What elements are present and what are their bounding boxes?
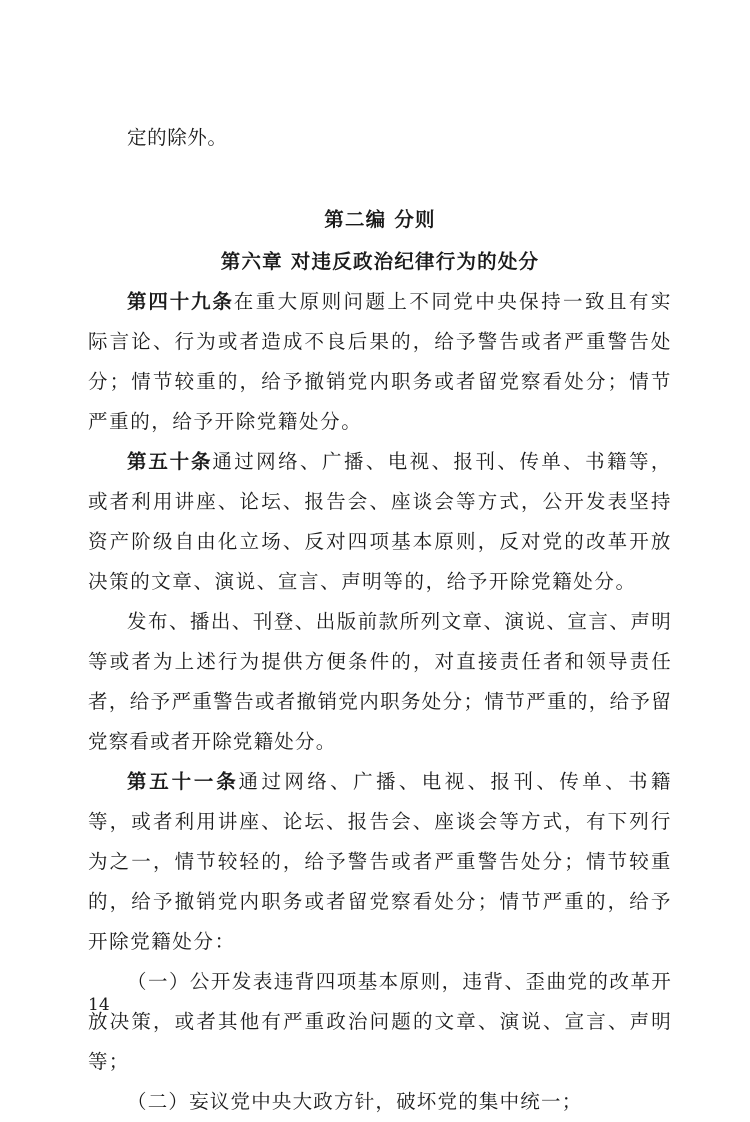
article-text-51: 通过网络、广播、电视、报刊、传单、书籍等，或者利用讲座、论坛、报告会、座谈会等方式，有下列行为之一，情节较轻的，给予警告或者严重警告处分；情节较重的，给予撤销党内职务或者留党察看处分；情节严重的，给予开除党籍处分： bbox=[88, 770, 672, 953]
paragraph-item-1: （一）公开发表违背四项基本原则，违背、歪曲党的改革开放决策，或者其他有严重政治问题的文章、演说、宣言、声明等； bbox=[88, 970, 672, 1073]
article-label-49: 第四十九条 bbox=[127, 290, 234, 313]
document-body bbox=[88, 118, 672, 1122]
paragraph-article-50-continued: 发布、播出、刊登、出版前款所列文章、演说、宣言、声明等或者为上述行为提供方便条件的，对直接责任者和领导责任者，给予严重警告或者撤销党内职务处分；情节严重的，给予留党察看或者开除党籍处分。 bbox=[88, 610, 672, 753]
article-label-50: 第五十条 bbox=[127, 450, 213, 473]
article-text-49: 在重大原则问题上不同党中央保持一致且有实际言论、行为或者造成不良后果的，给予警告或者严重警告处分；情节较重的，给予撤销党内职务或者留党察看处分；情节严重的，给予开除党籍处分。 bbox=[88, 290, 672, 433]
paragraph-carryover: 定的除外。 bbox=[127, 126, 228, 149]
chapter-title: 第六章 对违反政治纪律行为的处分 bbox=[220, 250, 540, 273]
article-label-51: 第五十一条 bbox=[127, 770, 239, 793]
page-number: 14 bbox=[88, 995, 110, 1015]
paragraph-item-2: （二）妄议党中央大政方针，破坏党的集中统一； bbox=[127, 1090, 583, 1113]
paragraph-article-49 bbox=[88, 282, 672, 442]
part-title: 第二编 分则 bbox=[324, 208, 436, 231]
paragraph-article-50 bbox=[88, 442, 672, 602]
article-text-50: 通过网络、广播、电视、报刊、传单、书籍等，或者利用讲座、论坛、报告会、座谈会等方式，公开发表坚持资产阶级自由化立场、反对四项基本原则，反对党的改革开放决策的文章、演说、宣言、声明等的，给予开除党籍处分。 bbox=[88, 450, 672, 593]
paragraph-article-51 bbox=[88, 762, 672, 962]
